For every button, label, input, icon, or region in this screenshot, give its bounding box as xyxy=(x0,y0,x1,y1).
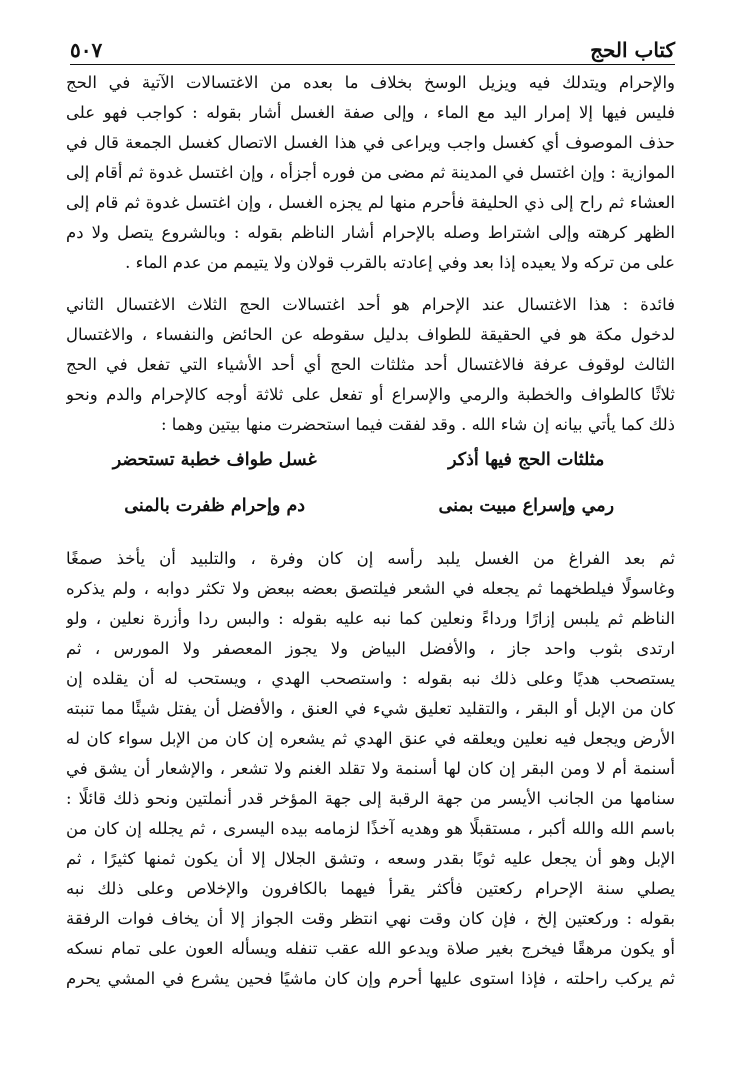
verse-line xyxy=(82,486,659,532)
text-line: الظهر كرهته وإلى اشتراط وصله بالإحرام أشار الناظم بقوله : وبالشروع يتصل ولا دم xyxy=(66,223,675,242)
text-line: الناظم ثم يلبس إزارًا ورداءً ونعلين كما نبه عليه بقوله : والبس ردا وأزرة نعلين ، ولو xyxy=(66,609,675,628)
text-line: يستصحب هديًا وعلى ذلك نبه بقوله : واستصحب الهدي ، ويستحب له أن يقلده إن xyxy=(66,669,675,688)
text-line: الإبل وهو أن يجعل عليه ثوبًا بقدر وسعه ، وتشق الجلال إلا أن يكون ثمنها كثيرًا ، ثم xyxy=(66,849,675,868)
verse-first-hemistich: رمي وإسراع مبيت بمنى xyxy=(438,496,615,516)
verse-line xyxy=(82,440,659,486)
text-line: الأرض ويجعل فيه نعلين ويعلقه في عنق الهدي ثم يشعره إن كان من الإبل سواء كان له xyxy=(66,729,675,748)
book-title: كتاب الحج xyxy=(590,38,675,62)
text-line: والإحرام ويتدلك فيه ويزيل الوسخ بخلاف ما بعده من الاغتسالات الآتية في الحج xyxy=(66,73,675,92)
text-line: الموازية : وإن اغتسل في المدينة ثم مضى من فوره أجزأه ، وإن اغتسل غدوة ثم أقام إلى xyxy=(66,163,675,182)
text-line: ثم يركب راحلته ، فإذا استوى عليها أحرم وإن كان ماشيًا فحين يشرع في المشي يحرم xyxy=(66,969,675,988)
text-line: فائدة : هذا الاغتسال عند الإحرام هو أحد اغتسالات الحج الثلاث الاغتسال الثاني xyxy=(66,295,675,314)
text-line: باسم الله والله أكبر ، مستقبلًا هو وهديه آخذًا لزمامه بيده اليسرى ، ثم يجلله إن كان من xyxy=(66,819,675,838)
page-number: ٥٠٧ xyxy=(70,38,103,62)
text-line: العشاء ثم راح إلى ذي الحليفة فأحرم منها لم يجزه الغسل ، وإن اغتسل غدوة ثم قام إلى xyxy=(66,193,675,212)
paragraph-3 xyxy=(66,544,675,994)
text-line: كان من الإبل أو البقر ، والتقليد تعليق شيء في العنق ، والأفضل أن يفتل شيئًا مما تنبته xyxy=(66,699,675,718)
text-line: ثلاثًا كالطواف والخطبة والرمي والإسراع أو تفعل على ثلاثة أوجه كالإحرام والدم ونحو xyxy=(66,385,675,404)
text-line: فليس فيها إلا إمرار اليد مع الماء ، وإلى صفة الغسل أشار بقوله : كواجب فهو على xyxy=(66,103,675,122)
paragraph-2 xyxy=(66,290,675,440)
page-body xyxy=(66,68,675,994)
text-line: ثم بعد الفراغ من الغسل يلبد رأسه إن كان وفرة ، والتلبيد أن يأخذ صمغًا xyxy=(66,549,675,568)
text-line: على من تركه ولا يعيده إذا بعد وفي إعادته بالقرب قولان ولا يتيمم من عدم الماء . xyxy=(125,253,675,272)
paragraph-1 xyxy=(66,68,675,278)
text-line: سنامها من الجانب الأيسر من جهة الرقبة إلى جهة المؤخر قدر أنملتين ونحو ذلك قائلًا : xyxy=(66,789,675,808)
text-line: وغاسولًا فيلطخهما ثم يجعله في الشعر فيلتصق بعضه ببعض ولا تكثر دوابه ، ولم يذكره xyxy=(66,579,675,598)
text-line: يصلي سنة الإحرام ركعتين فأكثر يقرأ فيهما بالكافرون والإخلاص وعلى ذلك نبه xyxy=(66,879,675,898)
poem-verses xyxy=(66,440,675,532)
verse-second-hemistich: دم وإحرام ظفرت بالمنى xyxy=(124,496,306,516)
text-line: حذف الموصوف أي كغسل واجب ويراعى في هذا الغسل الاتصال كغسل الجمعة قال في xyxy=(66,133,675,152)
running-header xyxy=(70,30,675,65)
text-line: لدخول مكة هو في الحقيقة للطواف بدليل سقوطه عن الحائض والنفساء ، والاغتسال xyxy=(66,325,675,344)
text-line: أو يكون مرهقًا فيخرج بغير صلاة ويدعو الله عقب تنفله ويسأله العون على تمام نسكه xyxy=(66,939,675,958)
verse-first-hemistich: مثلثات الحج فيها أذكر xyxy=(448,450,605,470)
verse-second-hemistich: غسل طواف خطبة تستحضر xyxy=(112,450,317,470)
text-line: بقوله : وركعتين إلخ ، فإن كان وقت نهي انتظر وقت الجواز إلا أن يخاف فوات الرفقة xyxy=(66,909,675,928)
text-line: ذلك كما يأتي بيانه إن شاء الله . وقد لفقت فيما استحضرت منها بيتين وهما : xyxy=(160,415,675,434)
text-line: أسنمة أم لا ومن البقر إن كان لها أسنمة ولا تقلد الغنم ولا تشعر ، والإشعار أن يشق في xyxy=(66,759,675,778)
text-line: الثالث لوقوف عرفة فالاغتسال أحد مثلثات الحج أي أحد الأشياء التي تفعل في الحج xyxy=(66,355,675,374)
text-line: ارتدى بثوب واحد جاز ، والأفضل البياض ولا يجوز المعصفر ولا المورس ، ثم xyxy=(66,639,675,658)
